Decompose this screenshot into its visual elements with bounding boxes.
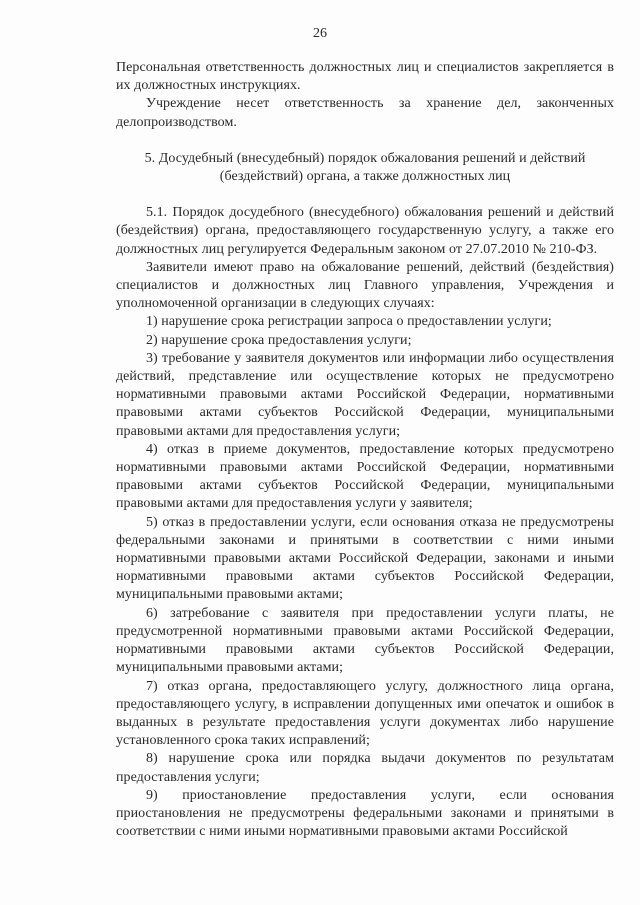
list-item-1: 1) нарушение срока регистрации запроса о предоставлении услуги; [146,314,552,330]
list-item-9: 9) приостановление предоставления услуги, если основания приостановления не предусмотрены федеральными законами и принятыми в соответствии с ними иными нормативными правовыми актами Российской [116,787,614,840]
list-item-8: 8) нарушение срока или порядка выдачи документов по результатам предоставления услуги; [116,751,614,785]
section-heading: 5. Досудебный (внесудебный) порядок обжалования решений и действий (бездействий) органа, а также должностных лиц [144,150,586,185]
list-item-7: 7) отказ органа, предоставляющего услугу, должностного лица органа, предоставляющего услугу, в исправлении допущенных ими опечаток и ошибок в выданных в результате предоставления услуги документах либо нарушение установленного срока таких исправлений; [116,678,614,749]
paragraph-5-1: 5.1. Порядок досудебного (внесудебного) обжалования решений и действий (бездействия) органа, предоставляющего государственную услугу, а также его должностных лиц регулируется Федеральным законом от 27.07.2010 № 210-ФЗ. [116,205,614,257]
list-item-2: 2) нарушение срока предоставления услуги; [146,332,412,348]
list-item-6: 6) затребование с заявителя при предоставлении услуги платы, не предусмотренной нормативными правовыми актами Российской Федерации, нормативными правовыми актами субъектов Российской Федерации, муниципальными правовыми актами; [116,605,614,676]
page-number: 26 [313,26,327,41]
paragraph-applicants-rights: Заявители имеют право на обжалование решений, действий (бездействия) специалистов и должностных лиц Главного управления, Учреждения и уполномоченной организации в следующих случаях: [116,259,614,312]
list-item-3: 3) требование у заявителя документов или информации либо осуществления действий, представление или осуществление которых не предусмотрено нормативными правовыми актами Российской Федерации, нормативными правовыми актами субъектов Российской Федерации, муниципальными правовыми актами для предоставления услуги; [116,350,614,439]
paragraph-responsibility: Персональная ответственность должностных лиц и специалистов закрепляется в их должностных инструкциях. [116,60,614,94]
list-item-4: 4) отказ в приеме документов, предоставление которых предусмотрено нормативными правовыми актами Российской Федерации, нормативными правовыми актами субъектов Российской Федерации, муниципальными правовыми актами для предоставления услуги у заявителя; [116,441,614,512]
document-body [116,59,614,841]
paragraph-institution: Учреждение несет ответственность за хранение дел, законченных делопроизводством. [116,96,614,130]
list-item-5: 5) отказ в предоставлении услуги, если основания отказа не предусмотрены федеральными законами и принятыми в соответствии с ними иными нормативными правовыми актами Российской Федерации, законами и иными нормативными правовыми актами субъектов Российской Федерации, муниципальными правовыми актами; [116,514,614,603]
